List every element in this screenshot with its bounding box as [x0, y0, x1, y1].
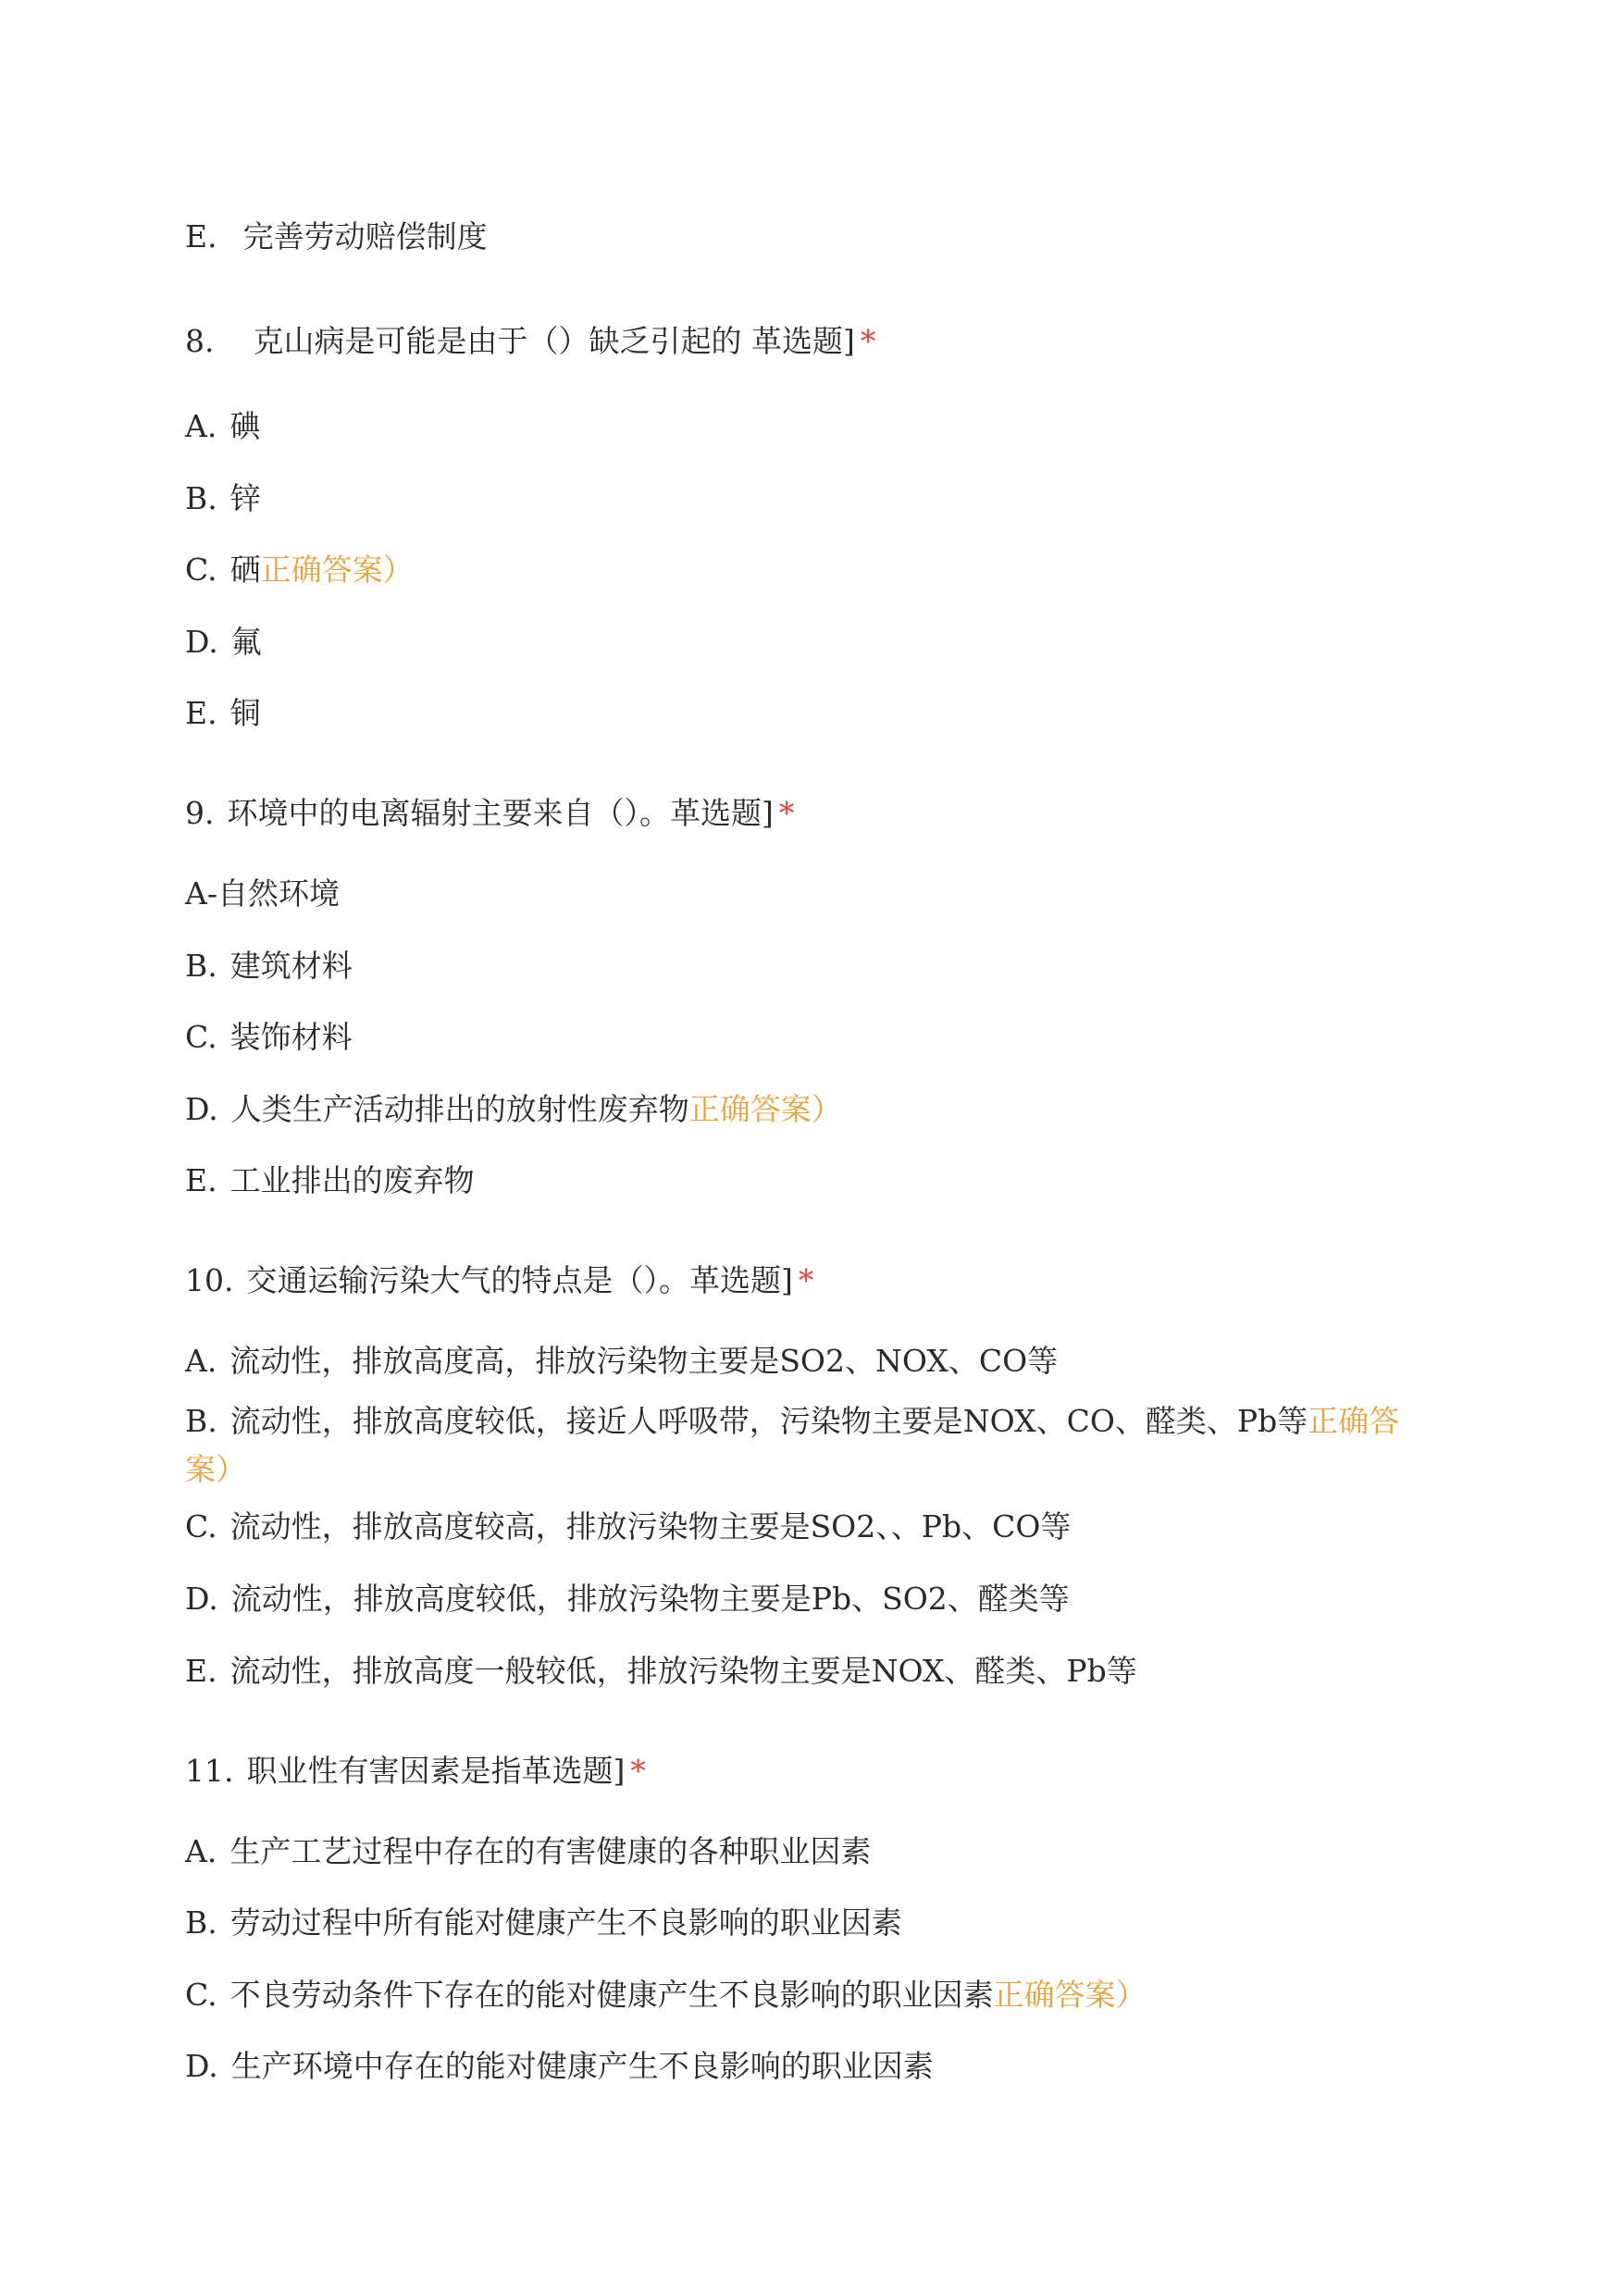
- option-label: A.: [185, 1343, 217, 1379]
- correct-answer-mark: 正确答案）: [185, 1403, 1400, 1487]
- option-label: C.: [185, 1019, 217, 1055]
- option-text: 流动性，排放高度高，排放污染物主要是SO2、NOX、CO等: [229, 1343, 1059, 1379]
- option-text: 流动性，排放高度一般较低，排放污染物主要是NOX、醛类、Pb等: [229, 1653, 1137, 1689]
- question-number: 10.: [185, 1262, 234, 1298]
- correct-answer-mark: 正确答案）: [260, 552, 414, 588]
- option-text: 不良劳动条件下存在的能对健康产生不良影响的职业因素: [229, 1977, 994, 2013]
- question-11-option-d: [185, 2042, 1444, 2090]
- question-9-option-c: [185, 1013, 1444, 1061]
- question-11-option-c: [185, 1971, 1444, 2019]
- option-text: 铜: [229, 695, 261, 731]
- option-text: 硒: [229, 552, 261, 588]
- option-label: A-: [185, 875, 217, 912]
- option-text: 装饰材料: [229, 1019, 353, 1055]
- question-10-option-e: [185, 1647, 1444, 1695]
- question-8-option-e: [185, 689, 1444, 738]
- option-text: 人类生产活动排出的放射性废弃物: [230, 1091, 689, 1127]
- option-label: B.: [185, 1403, 217, 1439]
- question-text: 克山病是可能是由于（）缺乏引起的 革选题]: [253, 323, 855, 359]
- question-8-option-c: [185, 546, 1444, 594]
- question-9-stem: [185, 789, 1444, 837]
- question-9-option-a: [185, 870, 1444, 918]
- option-label: A.: [185, 408, 217, 444]
- option-label: E.: [185, 218, 217, 254]
- correct-answer-mark: 正确答案）: [993, 1977, 1147, 2013]
- option-text: 流动性，排放高度较低，排放污染物主要是Pb、SO2、醛类等: [230, 1581, 1070, 1617]
- option-label: D.: [185, 1091, 218, 1127]
- option-text: 工业排出的废弃物: [229, 1162, 475, 1198]
- question-8-option-a: [185, 403, 1444, 451]
- question-10-option-c: [185, 1503, 1444, 1551]
- question-number: 9.: [185, 795, 215, 831]
- question-10-option-d: [185, 1575, 1444, 1623]
- question-8-option-d: [185, 618, 1444, 666]
- option-text: 生产工艺过程中存在的有害健康的各种职业因素: [229, 1833, 872, 1869]
- question-11-option-b: [185, 1899, 1444, 1947]
- option-label: E.: [185, 1653, 217, 1689]
- required-mark: *: [630, 1753, 646, 1789]
- option-text: 生产环境中存在的能对健康产生不良影响的职业因素: [230, 2048, 934, 2084]
- question-11-option-a: [185, 1828, 1444, 1876]
- question-10-option-b: [185, 1397, 1444, 1494]
- option-label: E.: [185, 695, 217, 731]
- option-label: B.: [185, 1904, 217, 1941]
- option-text: 氟: [230, 624, 262, 660]
- option-label: D.: [185, 2048, 218, 2084]
- option-label: D.: [185, 624, 218, 660]
- option-label: E.: [185, 1162, 217, 1198]
- option-label: D.: [185, 1581, 218, 1617]
- option-text: 建筑材料: [229, 948, 353, 984]
- question-text: 职业性有害因素是指革选题]: [246, 1753, 626, 1789]
- required-mark: *: [860, 323, 876, 359]
- question-9-option-e: [185, 1157, 1444, 1205]
- option-text: 劳动过程中所有能对健康产生不良影响的职业因素: [229, 1904, 902, 1941]
- prev-question-option-e: [185, 213, 1444, 261]
- option-label: B.: [185, 948, 217, 984]
- question-9-option-b: [185, 942, 1444, 990]
- question-text: 环境中的电离辐射主要来自（）。革选题]: [227, 795, 774, 831]
- question-10-option-a: [185, 1337, 1444, 1385]
- question-number: 8.: [185, 323, 215, 359]
- option-text: 自然环境: [217, 875, 340, 912]
- option-label: B.: [185, 480, 217, 516]
- option-label: C.: [185, 1977, 217, 2013]
- question-9-option-d: [185, 1085, 1444, 1134]
- option-label: C.: [185, 552, 217, 588]
- correct-answer-mark: 正确答案）: [688, 1091, 842, 1127]
- option-text: 流动性，排放高度较低，接近人呼吸带，污染物主要是NOX、CO、醛类、Pb等: [229, 1403, 1308, 1439]
- question-8-option-b: [185, 475, 1444, 523]
- option-label: C.: [185, 1508, 217, 1544]
- question-8-stem: [185, 317, 1444, 366]
- question-text: 交通运输污染大气的特点是（）。革选题]: [246, 1262, 793, 1298]
- question-10-stem: [185, 1257, 1444, 1305]
- required-mark: *: [778, 795, 795, 831]
- option-text: 碘: [229, 408, 261, 444]
- option-text: 流动性，排放高度较高，排放污染物主要是SO2、、Pb、CO等: [229, 1508, 1072, 1544]
- option-text: 完善劳动赔偿制度: [242, 218, 488, 254]
- required-mark: *: [798, 1262, 814, 1298]
- question-11-stem: [185, 1747, 1444, 1795]
- question-number: 11.: [185, 1753, 234, 1789]
- option-text: 锌: [229, 480, 261, 516]
- option-label: A.: [185, 1833, 217, 1869]
